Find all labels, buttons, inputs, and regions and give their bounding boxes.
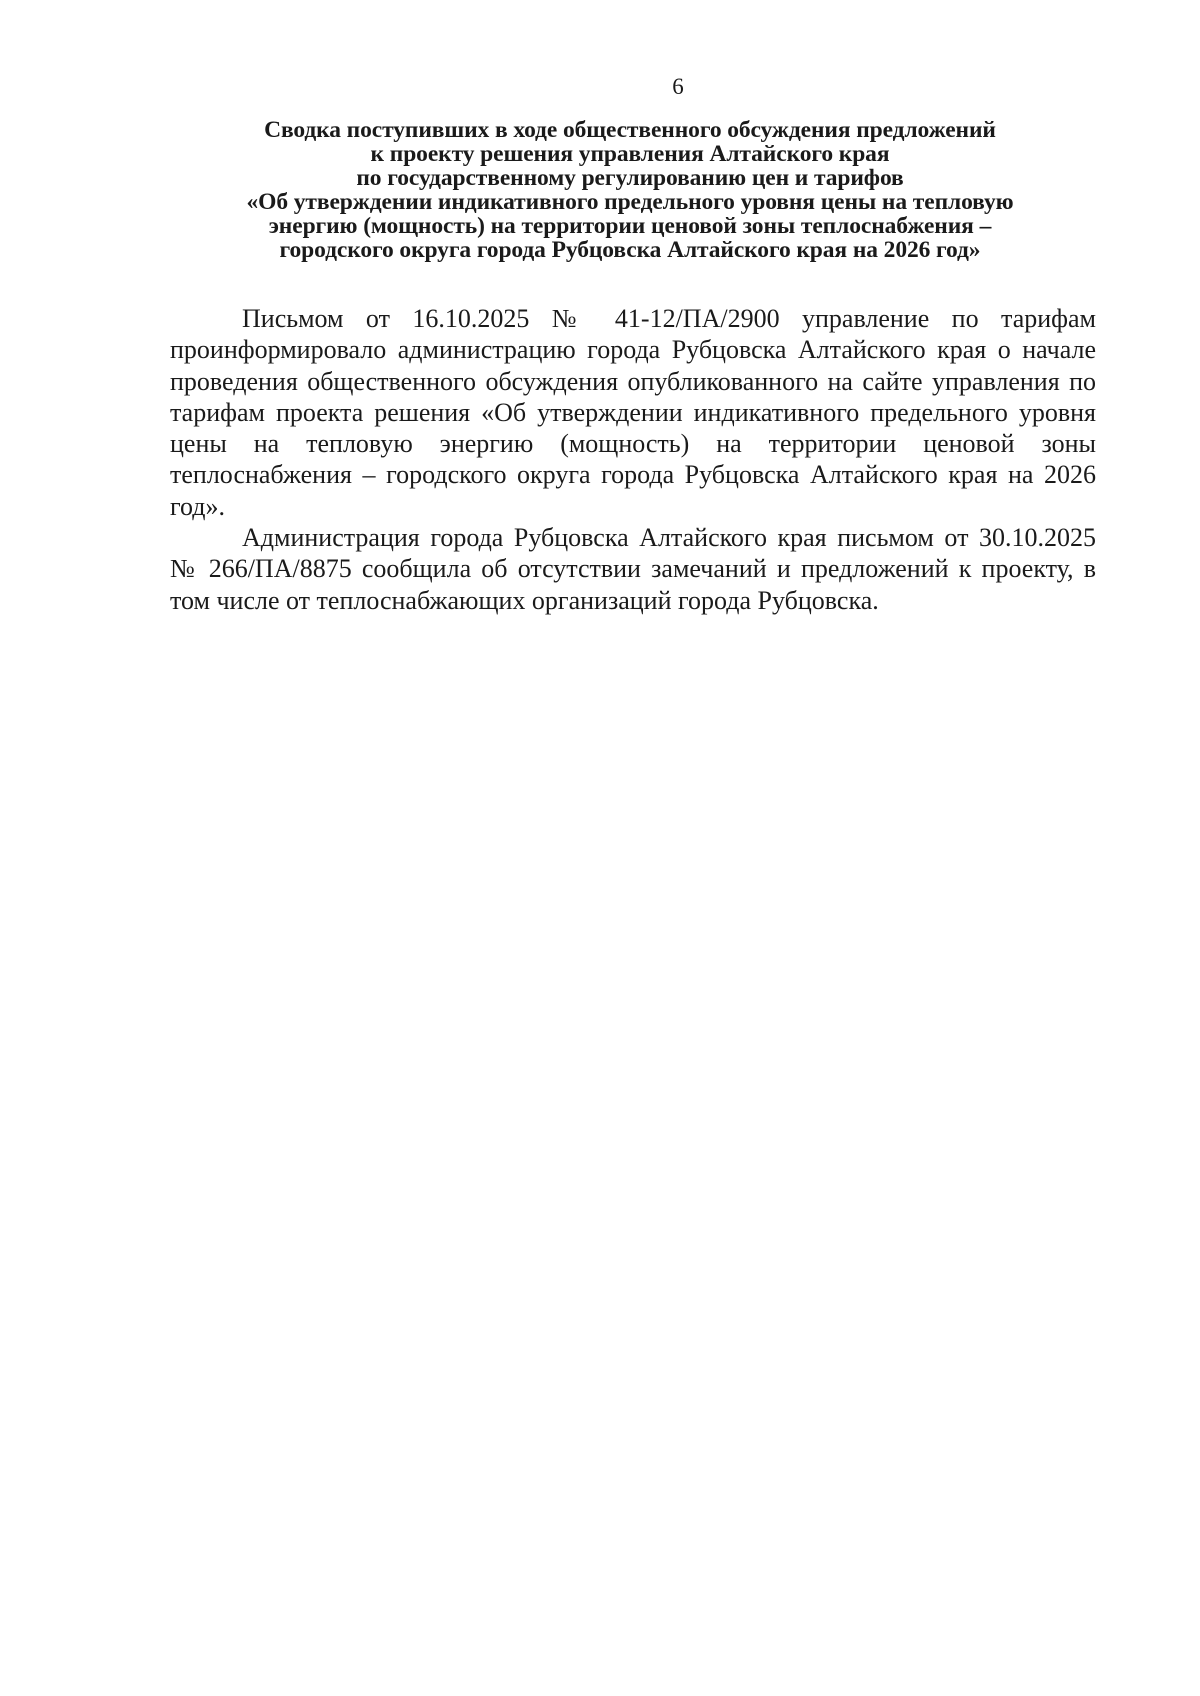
document-title [170,118,1090,262]
paragraph-administration-response: Администрация города Рубцовска Алтайского края письмом от 30.10.2025 № 266/ПА/8875 сообщила об отсутствии замечаний и предложений к проекту, в том числе от теплоснабжающих организаций города Рубцовска. [170,523,1096,615]
title-line: по государственному регулированию цен и тарифов [356,165,904,191]
title-line: энергию (мощность) на территории ценовой зоны теплоснабжения – [268,213,992,239]
page-number: 6 [672,74,684,99]
title-line: Сводка поступивших в ходе общественного обсуждения предложений [264,117,996,143]
paragraph-notification-letter: Письмом от 16.10.2025 № 41-12/ПА/2900 управление по тарифам проинформировало администрацию города Рубцовска Алтайского края о начале проведения общественного обсуждения опубликованного на сайте управления по тарифам проекта решения «Об утверждении индикативного предельного уровня цены на тепловую энергию (мощность) на территории ценовой зоны теплоснабжения – городского округа города Рубцовска Алтайского края на 2026 год». [170,304,1096,521]
document-body [170,303,1096,616]
title-line: «Об утверждении индикативного предельного уровня цены на тепловую [246,189,1014,215]
title-line: к проекту решения управления Алтайского края [370,141,890,167]
title-line: городского округа города Рубцовска Алтайского края на 2026 год» [279,237,981,263]
